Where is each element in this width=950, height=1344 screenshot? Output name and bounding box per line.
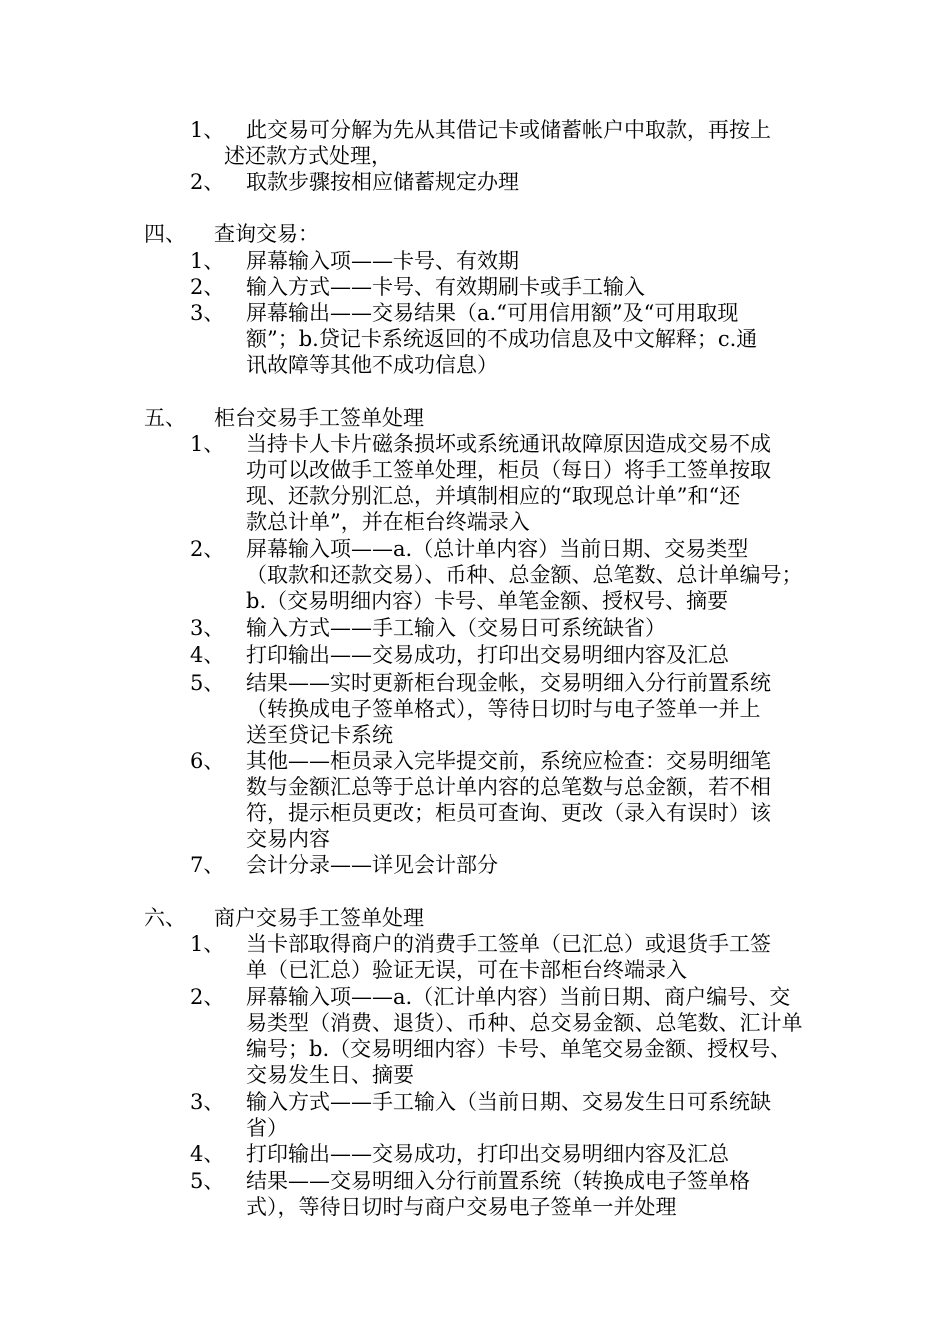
list-item-number: 1、 xyxy=(190,249,225,273)
list-item-text: 易类型（消费、退货）、币种、总交易金额、总笔数、汇计单 xyxy=(246,1011,803,1035)
list-item-text: （取款和还款交易）、币种、总金额、总笔数、总计单编号； xyxy=(246,563,803,587)
list-item-text: 讯故障等其他不成功信息） xyxy=(246,353,498,377)
list-item-text: 输入方式——卡号、有效期刷卡或手工输入 xyxy=(246,275,645,299)
list-item-text: 省） xyxy=(246,1116,288,1140)
list-item-number: 2、 xyxy=(190,275,225,299)
list-item-number: 1、 xyxy=(190,118,225,142)
list-item-text: 交易发生日、摘要 xyxy=(246,1063,414,1087)
list-item-number: 3、 xyxy=(190,616,225,640)
list-item-text: 送至贷记卡系统 xyxy=(246,723,393,747)
list-item-text: 额”；b.贷记卡系统返回的不成功信息及中文解释；c.通 xyxy=(246,327,758,351)
section-title: 商户交易手工签单处理 xyxy=(214,906,424,930)
list-item-text: 结果——交易明细入分行前置系统（转换成电子签单格 xyxy=(246,1169,750,1193)
list-item-text: 式），等待日切时与商户交易电子签单一并处理 xyxy=(246,1195,677,1219)
list-item-text: 打印输出——交易成功，打印出交易明细内容及汇总 xyxy=(246,643,729,667)
list-item-text: 输入方式——手工输入（当前日期、交易发生日可系统缺 xyxy=(246,1090,771,1114)
list-item-text: 此交易可分解为先从其借记卡或储蓄帐户中取款，再按上 xyxy=(246,118,771,142)
list-item-text: 屏幕输出——交易结果（a.“可用信用额”及“可用取现 xyxy=(246,301,739,325)
list-item-text: b.（交易明细内容）卡号、单笔金额、授权号、摘要 xyxy=(246,589,729,613)
section-title: 查询交易： xyxy=(214,222,319,246)
list-item-text: 款总计单”，并在柜台终端录入 xyxy=(246,510,530,534)
section-title: 柜台交易手工签单处理 xyxy=(214,406,424,430)
list-item-number: 1、 xyxy=(190,432,225,456)
section-number: 五、 xyxy=(144,406,186,430)
list-item-number: 5、 xyxy=(190,1169,225,1193)
list-item-number: 2、 xyxy=(190,985,225,1009)
list-item-number: 2、 xyxy=(190,170,225,194)
list-item-number: 4、 xyxy=(190,643,225,667)
list-item-text: 交易内容 xyxy=(246,827,330,851)
list-item-text: 其他——柜员录入完毕提交前，系统应检查：交易明细笔 xyxy=(246,749,771,773)
list-item-number: 4、 xyxy=(190,1142,225,1166)
list-item-number: 7、 xyxy=(190,853,225,877)
list-item-text: 屏幕输入项——a.（总计单内容）当前日期、交易类型 xyxy=(246,537,749,561)
list-item-number: 5、 xyxy=(190,671,225,695)
list-item-text: 现、还款分别汇总，并填制相应的“取现总计单”和“还 xyxy=(246,484,741,508)
list-item-text: 屏幕输入项——卡号、有效期 xyxy=(246,249,519,273)
list-item-text: 功可以改做手工签单处理，柜员（每日）将手工签单按取 xyxy=(246,458,771,482)
list-item-text: 打印输出——交易成功，打印出交易明细内容及汇总 xyxy=(246,1142,729,1166)
list-item-text: 结果——实时更新柜台现金帐，交易明细入分行前置系统 xyxy=(246,671,771,695)
list-item-text: （转换成电子签单格式），等待日切时与电子签单一并上 xyxy=(246,697,761,721)
list-item-text: 当卡部取得商户的消费手工签单（已汇总）或退货手工签 xyxy=(246,932,771,956)
list-item-text: 取款步骤按相应储蓄规定办理 xyxy=(246,170,519,194)
list-item-text: 当持卡人卡片磁条损坏或系统通讯故障原因造成交易不成 xyxy=(246,432,771,456)
list-item-text: 编号；b.（交易明细内容）卡号、单笔交易金额、授权号、 xyxy=(246,1037,792,1061)
list-item-text: 符，提示柜员更改；柜员可查询、更改（录入有误时）该 xyxy=(246,801,771,825)
list-item-number: 1、 xyxy=(190,932,225,956)
list-item-text: 数与金额汇总等于总计单内容的总笔数与总金额，若不相 xyxy=(246,775,771,799)
list-item-number: 3、 xyxy=(190,1090,225,1114)
section-number: 六、 xyxy=(144,906,186,930)
list-item-text: 会计分录——详见会计部分 xyxy=(246,853,498,877)
list-item-text: 屏幕输入项——a.（汇计单内容）当前日期、商户编号、交 xyxy=(246,985,791,1009)
list-item-text: 输入方式——手工输入（交易日可系统缺省） xyxy=(246,616,666,640)
list-item-text: 述还款方式处理， xyxy=(224,144,392,168)
list-item-number: 6、 xyxy=(190,749,225,773)
list-item-text: 单（已汇总）验证无误，可在卡部柜台终端录入 xyxy=(246,958,687,982)
section-number: 四、 xyxy=(144,222,186,246)
list-item-number: 3、 xyxy=(190,301,225,325)
list-item-number: 2、 xyxy=(190,537,225,561)
